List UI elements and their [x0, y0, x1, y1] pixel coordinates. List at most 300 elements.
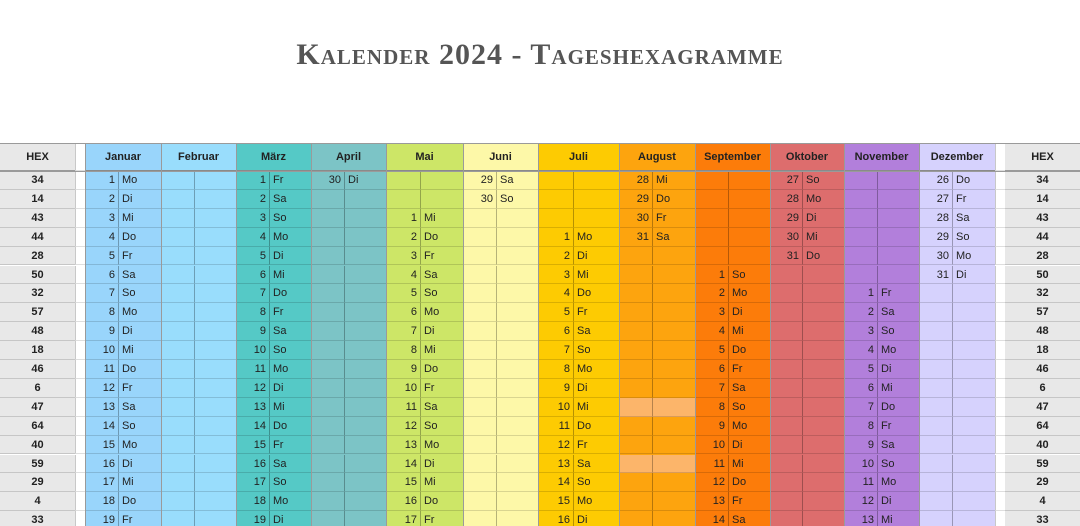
weekday: Fr [270, 171, 311, 190]
day-number [161, 209, 195, 228]
page-title: Kalender 2024 - Tageshexagramme [296, 38, 784, 71]
day-number: 9 [844, 436, 878, 455]
hex-value-left: 59 [0, 455, 75, 474]
weekday [345, 398, 386, 417]
hex-value-left: 47 [0, 398, 75, 417]
weekday [953, 341, 995, 360]
day-number: 2 [695, 284, 729, 303]
day-number: 1 [538, 228, 574, 247]
day-number [161, 171, 195, 190]
day-number [463, 473, 497, 492]
day-number: 8 [844, 417, 878, 436]
day-number [463, 379, 497, 398]
weekday [345, 228, 386, 247]
day-number [311, 455, 345, 474]
day-number: 12 [695, 473, 729, 492]
day-number: 12 [236, 379, 270, 398]
weekday: Sa [878, 303, 919, 322]
day-number: 6 [236, 266, 270, 285]
spacer-left [75, 266, 85, 285]
day-number: 13 [695, 492, 729, 511]
weekday [345, 511, 386, 526]
weekday [345, 436, 386, 455]
day-number: 28 [619, 171, 653, 190]
day-number: 9 [538, 379, 574, 398]
weekday: So [729, 266, 770, 285]
day-number [386, 171, 421, 190]
day-number: 11 [386, 398, 421, 417]
weekday: Fr [878, 417, 919, 436]
weekday: So [878, 322, 919, 341]
hex-value-left: 44 [0, 228, 75, 247]
spacer-right [995, 436, 1005, 455]
weekday: Sa [729, 511, 770, 526]
day-number [844, 171, 878, 190]
weekday [953, 436, 995, 455]
day-number [463, 209, 497, 228]
column-divider [770, 143, 771, 526]
weekday: Fr [270, 303, 311, 322]
day-number: 17 [85, 473, 119, 492]
weekday [803, 322, 844, 341]
day-number: 8 [236, 303, 270, 322]
hex-value-right: 28 [1005, 247, 1080, 266]
day-number: 19 [85, 511, 119, 526]
weekday [729, 247, 770, 266]
weekday [497, 209, 538, 228]
day-number [538, 209, 574, 228]
spacer-left [75, 398, 85, 417]
hex-value-left: 50 [0, 266, 75, 285]
weekday: Mo [119, 303, 161, 322]
hex-value-right: 57 [1005, 303, 1080, 322]
day-number [311, 228, 345, 247]
day-number [619, 398, 653, 417]
weekday [729, 190, 770, 209]
weekday [497, 247, 538, 266]
day-number: 11 [538, 417, 574, 436]
day-number: 12 [85, 379, 119, 398]
weekday: Mo [270, 360, 311, 379]
day-number [919, 322, 953, 341]
day-number: 16 [236, 455, 270, 474]
weekday [195, 266, 236, 285]
weekday [345, 303, 386, 322]
day-number [311, 379, 345, 398]
weekday [953, 379, 995, 398]
weekday: Sa [421, 398, 463, 417]
day-number [538, 190, 574, 209]
hex-value-right: 32 [1005, 284, 1080, 303]
weekday: So [878, 455, 919, 474]
weekday [653, 473, 695, 492]
hex-value-right: 34 [1005, 171, 1080, 190]
weekday: Mo [803, 190, 844, 209]
day-number: 7 [538, 341, 574, 360]
hex-value-left: 29 [0, 473, 75, 492]
spacer-right [995, 341, 1005, 360]
weekday [953, 360, 995, 379]
weekday: So [119, 284, 161, 303]
day-number: 11 [695, 455, 729, 474]
day-number: 2 [386, 228, 421, 247]
hex-value-left: 4 [0, 492, 75, 511]
weekday [574, 209, 619, 228]
day-number [770, 511, 803, 526]
weekday: Mo [270, 492, 311, 511]
weekday [729, 209, 770, 228]
day-number: 1 [236, 171, 270, 190]
day-number [770, 284, 803, 303]
weekday: Do [270, 417, 311, 436]
day-number: 3 [538, 266, 574, 285]
weekday [653, 284, 695, 303]
weekday: Do [803, 247, 844, 266]
hex-header-left: HEX [0, 143, 75, 171]
day-number [770, 322, 803, 341]
spacer-right [995, 511, 1005, 526]
weekday [878, 171, 919, 190]
hex-value-left: 57 [0, 303, 75, 322]
day-number: 3 [844, 322, 878, 341]
day-number: 26 [919, 171, 953, 190]
day-number: 8 [695, 398, 729, 417]
weekday: Do [953, 171, 995, 190]
day-number [311, 436, 345, 455]
day-number: 10 [85, 341, 119, 360]
weekday: Do [119, 492, 161, 511]
month-header: Dezember [919, 143, 995, 171]
hex-value-left: 28 [0, 247, 75, 266]
weekday: Fr [119, 511, 161, 526]
day-number [919, 341, 953, 360]
weekday [653, 247, 695, 266]
weekday [729, 171, 770, 190]
day-number [161, 341, 195, 360]
weekday [345, 247, 386, 266]
day-number [311, 284, 345, 303]
day-number [161, 303, 195, 322]
day-number: 5 [538, 303, 574, 322]
weekday [421, 171, 463, 190]
weekday: Mo [421, 303, 463, 322]
hex-value-right: 47 [1005, 398, 1080, 417]
month-header: August [619, 143, 695, 171]
day-number [161, 190, 195, 209]
weekday [195, 209, 236, 228]
weekday [803, 473, 844, 492]
day-number [463, 455, 497, 474]
day-number [463, 417, 497, 436]
day-number [161, 247, 195, 266]
spacer-right [995, 209, 1005, 228]
day-number [844, 228, 878, 247]
weekday [653, 379, 695, 398]
weekday [195, 492, 236, 511]
day-number [695, 209, 729, 228]
day-number: 18 [236, 492, 270, 511]
day-number [695, 171, 729, 190]
calendar-grid [0, 143, 1080, 526]
day-number [919, 398, 953, 417]
day-number [619, 266, 653, 285]
day-number [770, 379, 803, 398]
weekday: Sa [497, 171, 538, 190]
weekday: Sa [270, 322, 311, 341]
weekday: So [953, 228, 995, 247]
weekday: Do [421, 492, 463, 511]
month-header: März [236, 143, 311, 171]
day-number [161, 284, 195, 303]
weekday: Mi [878, 511, 919, 526]
day-number [161, 473, 195, 492]
month-header: Februar [161, 143, 236, 171]
day-number: 4 [386, 266, 421, 285]
hex-value-right: 46 [1005, 360, 1080, 379]
day-number [463, 303, 497, 322]
day-number: 1 [386, 209, 421, 228]
weekday: Mi [421, 473, 463, 492]
day-number: 30 [311, 171, 345, 190]
weekday: Mi [270, 266, 311, 285]
weekday: Sa [653, 228, 695, 247]
weekday: Di [119, 455, 161, 474]
day-number [619, 511, 653, 526]
weekday [195, 303, 236, 322]
column-divider [844, 143, 845, 526]
day-number [161, 436, 195, 455]
weekday [953, 417, 995, 436]
weekday: Mi [119, 209, 161, 228]
hex-value-left: 32 [0, 284, 75, 303]
weekday: Mo [729, 284, 770, 303]
day-number [161, 398, 195, 417]
day-number: 28 [770, 190, 803, 209]
spacer-right [995, 322, 1005, 341]
day-number: 6 [85, 266, 119, 285]
weekday [195, 322, 236, 341]
spacer-left [75, 171, 85, 190]
spacer-left [75, 284, 85, 303]
day-number: 4 [695, 322, 729, 341]
spacer-left [75, 322, 85, 341]
day-number: 9 [695, 417, 729, 436]
day-number: 14 [85, 417, 119, 436]
day-number: 9 [85, 322, 119, 341]
weekday: Di [878, 360, 919, 379]
weekday: Sa [878, 436, 919, 455]
day-number: 15 [236, 436, 270, 455]
day-number [844, 266, 878, 285]
hex-value-left: 18 [0, 341, 75, 360]
weekday: Sa [574, 455, 619, 474]
day-number [919, 455, 953, 474]
spacer-right [995, 171, 1005, 190]
day-number [161, 511, 195, 526]
spacer-right [995, 417, 1005, 436]
day-number [770, 436, 803, 455]
weekday: Do [119, 228, 161, 247]
weekday: Sa [270, 455, 311, 474]
day-number [463, 436, 497, 455]
weekday [953, 398, 995, 417]
weekday [195, 247, 236, 266]
spacer-right [995, 398, 1005, 417]
day-number [311, 303, 345, 322]
weekday: So [497, 190, 538, 209]
day-number [161, 322, 195, 341]
weekday: So [270, 473, 311, 492]
spacer-right [995, 379, 1005, 398]
header-bottom-border [0, 171, 1080, 172]
day-number: 4 [538, 284, 574, 303]
day-number [770, 492, 803, 511]
weekday [653, 303, 695, 322]
spacer-left [75, 379, 85, 398]
weekday [653, 511, 695, 526]
weekday: Do [729, 341, 770, 360]
hex-value-right: 33 [1005, 511, 1080, 526]
weekday [497, 417, 538, 436]
weekday: Di [119, 322, 161, 341]
hex-value-left: 48 [0, 322, 75, 341]
weekday [345, 266, 386, 285]
day-number [619, 417, 653, 436]
day-number [619, 360, 653, 379]
spacer-right [995, 190, 1005, 209]
day-number: 30 [919, 247, 953, 266]
weekday [195, 417, 236, 436]
hex-value-left: 40 [0, 436, 75, 455]
weekday: Di [270, 511, 311, 526]
weekday [729, 228, 770, 247]
month-header: Juni [463, 143, 538, 171]
day-number: 2 [844, 303, 878, 322]
weekday [878, 266, 919, 285]
day-number [919, 303, 953, 322]
weekday: Fr [953, 190, 995, 209]
day-number [770, 473, 803, 492]
spacer-left [75, 341, 85, 360]
day-number: 27 [919, 190, 953, 209]
weekday [497, 473, 538, 492]
column-divider [386, 143, 387, 526]
weekday [345, 379, 386, 398]
weekday: Mo [953, 247, 995, 266]
day-number: 29 [619, 190, 653, 209]
day-number: 9 [236, 322, 270, 341]
weekday [653, 266, 695, 285]
day-number [311, 360, 345, 379]
day-number [463, 228, 497, 247]
spacer-right [995, 247, 1005, 266]
day-number: 1 [85, 171, 119, 190]
weekday [953, 322, 995, 341]
weekday: Mo [574, 492, 619, 511]
spacer-left [75, 190, 85, 209]
day-number [844, 209, 878, 228]
day-number [619, 455, 653, 474]
day-number: 7 [85, 284, 119, 303]
weekday [195, 473, 236, 492]
weekday [497, 341, 538, 360]
spacer-left [75, 247, 85, 266]
day-number [311, 492, 345, 511]
column-divider [311, 143, 312, 526]
weekday: Mo [270, 228, 311, 247]
weekday [497, 303, 538, 322]
day-number: 29 [919, 228, 953, 247]
hex-header-right: HEX [1005, 143, 1080, 171]
weekday [497, 266, 538, 285]
hex-value-right: 48 [1005, 322, 1080, 341]
day-number: 6 [538, 322, 574, 341]
hex-value-right: 64 [1005, 417, 1080, 436]
weekday: Fr [421, 247, 463, 266]
weekday [653, 417, 695, 436]
day-number [619, 341, 653, 360]
day-number [463, 511, 497, 526]
weekday: Sa [270, 190, 311, 209]
day-number: 12 [844, 492, 878, 511]
weekday [345, 284, 386, 303]
day-number: 10 [844, 455, 878, 474]
weekday [953, 511, 995, 526]
weekday: Fr [421, 511, 463, 526]
weekday: Mo [119, 436, 161, 455]
day-number: 10 [538, 398, 574, 417]
day-number [161, 455, 195, 474]
weekday [953, 303, 995, 322]
weekday [653, 360, 695, 379]
day-number [311, 190, 345, 209]
day-number [919, 379, 953, 398]
day-number: 4 [85, 228, 119, 247]
day-number: 7 [695, 379, 729, 398]
day-number: 7 [236, 284, 270, 303]
weekday: Do [270, 284, 311, 303]
day-number [463, 247, 497, 266]
weekday: Fr [878, 284, 919, 303]
day-number [619, 247, 653, 266]
spacer-left [75, 303, 85, 322]
day-number [463, 322, 497, 341]
weekday: Di [421, 455, 463, 474]
day-number: 13 [85, 398, 119, 417]
spacer-right [995, 492, 1005, 511]
weekday [497, 455, 538, 474]
weekday [803, 436, 844, 455]
day-number [919, 417, 953, 436]
weekday [574, 171, 619, 190]
day-number: 5 [386, 284, 421, 303]
day-number: 18 [85, 492, 119, 511]
hex-value-right: 40 [1005, 436, 1080, 455]
month-header: April [311, 143, 386, 171]
day-number [311, 247, 345, 266]
day-number: 30 [619, 209, 653, 228]
weekday [195, 341, 236, 360]
weekday: So [270, 341, 311, 360]
weekday: Do [119, 360, 161, 379]
weekday: Sa [574, 322, 619, 341]
weekday: Sa [119, 266, 161, 285]
day-number: 8 [85, 303, 119, 322]
weekday: Mo [878, 473, 919, 492]
day-number: 1 [844, 284, 878, 303]
day-number [919, 492, 953, 511]
day-number: 3 [85, 209, 119, 228]
